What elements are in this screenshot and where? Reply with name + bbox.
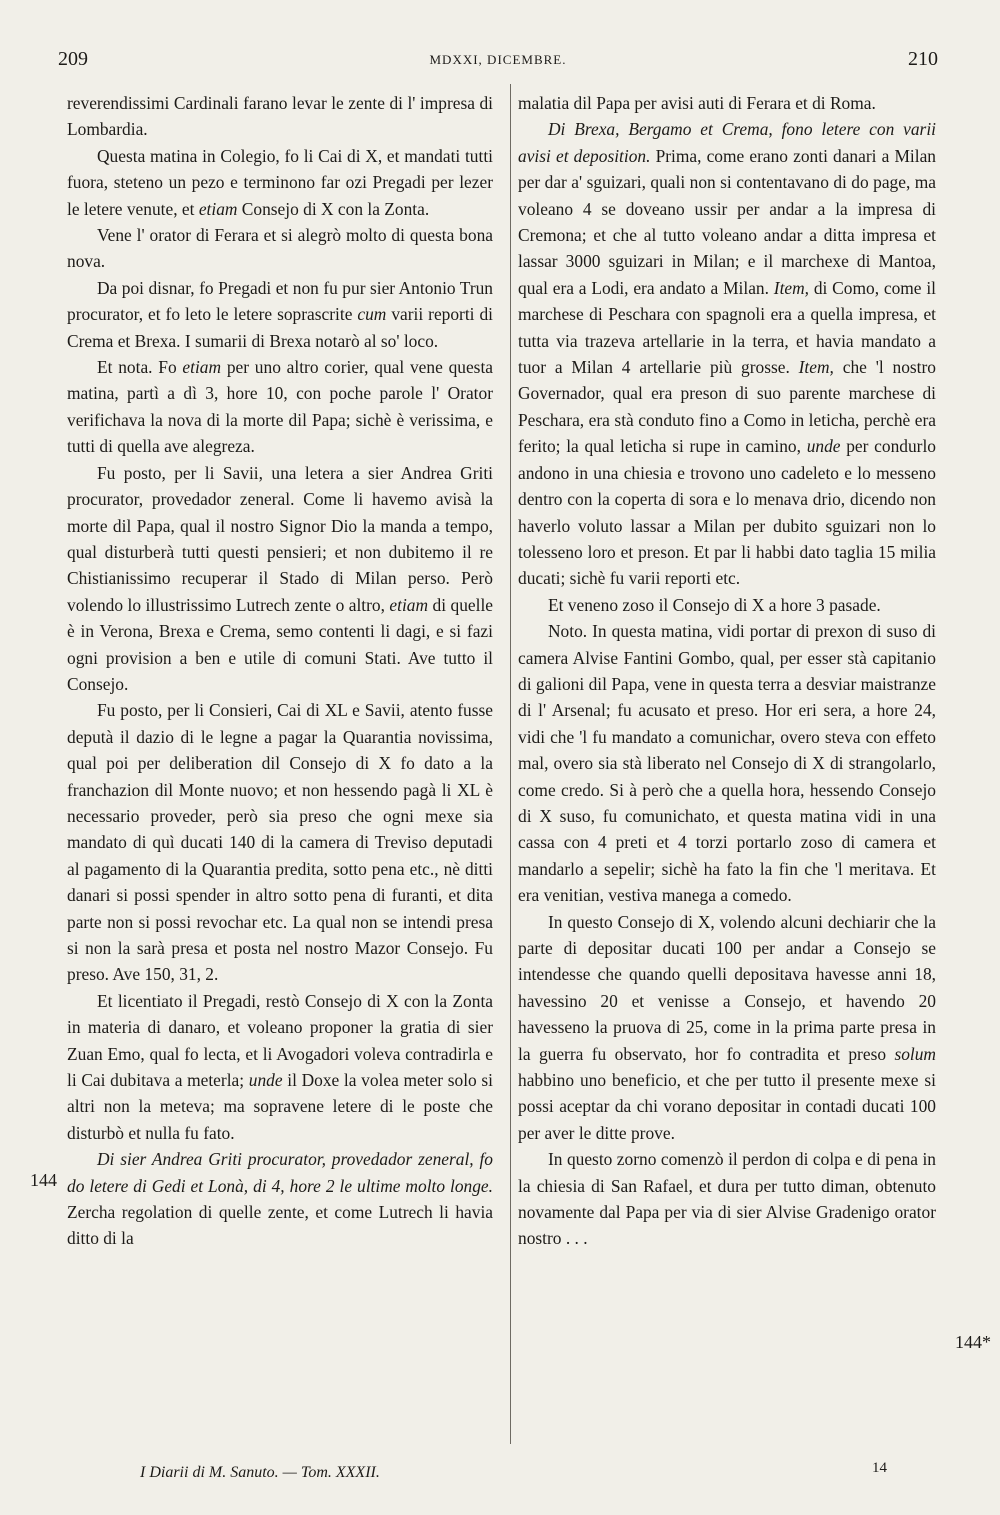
paragraph: Di Brexa, Bergamo et Crema, fono letere con varii avisi et deposition. Prima, come erano zonti danari a Milan per dar a' sguizari, quali non si contentavano di do page, ma voleano 4 se doveano ussir per andar a la impresa di Cremona; et che al tutto voleano andar a ditta impresa et lassar 3000 sguizari in Milan; e il marchexe di Mantoa, qual era a Lodi, era andato a Milan. Item, di Como, come il marchese di Peschara con spagnoli era a quella impresa, et tutta via trazeva artellarie in la terra, et havia mandato a tuor a Milan 4 artellarie più grosse. Item, che 'l nostro Governador, qual era preson di suo parente marchese di Peschara, era stà conduto fino a Como in leticha, perchè era ferito; la qual leticha si rupe in camino, unde per condurlo andono in una chiesia e trovono uno cadeleto e lo messeno dentro con la coperta di sora e lo menava drio, dicendo non haverlo voluto lassar a Milan per dubito sguizari non lo tolesseno loro et preson. Et par li habbi dato taglia 15 milia ducati; sichè fu varii reporti etc.: [518, 119, 936, 589]
signature-number: 14: [872, 1460, 887, 1476]
paragraph: Di sier Andrea Griti procurator, provedador zeneral, fo do letere di Gedi et Lonà, di 4, hore 2 le ultime molto longe. Zercha regolation di quelle zente, et come Lutrech li havia ditto di la: [67, 1149, 493, 1249]
page-header: [58, 48, 938, 78]
margin-note-right: 144*: [955, 1332, 991, 1352]
right-column: [518, 90, 936, 1252]
left-column: [67, 90, 493, 1252]
page-number-right: 210: [908, 48, 938, 70]
column-divider: [510, 84, 511, 1444]
paragraph: Et licentiato il Pregadi, restò Consejo di X con la Zonta in materia di danaro, et voleano proponer la gratia di sier Zuan Emo, qual fo lecta, et li Avogadori voleva contradirla e li Cai dubitava a meterla; unde il Doxe la volea meter solo si altri non la meteva; ma sopravene letere di le poste che disturbò et nulla fu fato.: [67, 990, 493, 1143]
paragraph: Noto. In questa matina, vidi portar di prexon di suso di camera Alvise Fantini Gombo, qual, per esser stà capitanio di galioni dil Papa, vene in questa terra a desviar maistranze di l' Arsenal; fu acusato et preso. Hor eri sera, a hore 24, vidi che 'l fu mandato a comunichar, overo steva con effeto mal, overo sia stà liberato nel Consejo di X di strangolarlo, come credo. Si à però che a quella hora, hessendo Consejo di X suso, fu comunichato, et questa matina vidi in una cassa con 4 preti et 4 torzi portarlo zoso di camera et mandarlo a sepelir; sichè ha fato la fin che 'l meritava. Et era venitian, vestiva manega a comedo.: [518, 621, 936, 906]
paragraph: malatia dil Papa per avisi auti di Ferara et di Roma.: [518, 93, 876, 113]
page-number-left: 209: [58, 48, 88, 70]
paragraph: Da poi disnar, fo Pregadi et non fu pur sier Antonio Trun procurator, et fo leto le letere soprascrite cum varii reporti di Crema et Brexa. I sumarii di Brexa notarò al so' loco.: [67, 277, 493, 351]
paragraph: Et veneno zoso il Consejo di X a hore 3 pasade.: [548, 594, 881, 615]
paragraph: In questo zorno comenzò il perdon di colpa e di pena in la chiesia di San Rafael, et dura per tutto diman, obtenuto novamente dal Papa per via di sier Alvise Gradenigo orator nostro . . .: [518, 1149, 936, 1249]
margin-note-left: 144: [30, 1170, 57, 1190]
paragraph: Et nota. Fo etiam per uno altro corier, qual vene questa matina, partì a dì 3, hore 10, con poche parole l' Orator verifichava la nova di la morte dil Papa; sichè è verissima, e tutti di quella ave alegreza.: [67, 357, 493, 457]
footer-title: I Diarii di M. Sanuto. — Tom. XXXII.: [140, 1464, 380, 1481]
paragraph: reverendissimi Cardinali farano levar le zente di l' impresa di Lombardia.: [67, 93, 493, 140]
paragraph: Fu posto, per li Consieri, Cai di XL e Savii, atento fusse deputà il dazio di le legne a pagar la Quarantia novissima, qual poi per deliberation dil Consejo di X fo dato a la franchazion dil Monte nuovo; et non hessendo pagà li XL è necessario proveder, però sia preso che ogni mexe sia mandato di quì ducati 140 di la camera di Treviso deputadi al pagamento di la Quarantia predita, sotto pena etc., nè ditti danari si possi spender in altro sotto pena di furanti, et dita parte non si possi revochar etc. La qual non se intendi presa si non la sarà presa et posta nel nostro Mazor Consejo. Fu preso. Ave 150, 31, 2.: [67, 700, 493, 985]
paragraph: In questo Consejo di X, volendo alcuni dechiarir che la parte di depositar ducati 100 per andar a Consejo se intendesse che quando quelli depositava havesse anni 18, havessino 20 et venisse a Consejo, et havendo 20 havesseno la pruova di 25, come in la prima parte presa in la guerra fu observato, hor fo contradita et preso solum habbino uno beneficio, et che per tutto il presente mexe si possi aceptar da chi vorano depositar in contadi ducati 100 per aver le ditte prove.: [518, 911, 936, 1143]
paragraph: Vene l' orator di Ferara et si alegrò molto di questa bona nova.: [67, 225, 493, 272]
paragraph: Questa matina in Colegio, fo li Cai di X, et mandati tutti fuora, steteno un pezo e terminono far ozi Pregadi per lezer le letere venute, et etiam Consejo di X con la Zonta.: [67, 145, 493, 219]
running-title: MDXXI, DICEMBRE.: [429, 52, 567, 67]
paragraph: Fu posto, per li Savii, una letera a sier Andrea Griti procurator, provedador zeneral. Come li havemo avisà la morte dil Papa, qual il nostro Signor Dio la manda a tempo, qual disturberà tutti questi pensieri; et non dubitemo il re Chistianissimo recuperar il Stado di Milan perso. Però volendo lo illustrissimo Lutrech zente o altro, etiam di quelle è in Verona, Brexa e Crema, semo contenti li dagi, e si fazi ogni provision a ben e utile di comuni Stati. Ave tutto il Consejo.: [67, 462, 493, 694]
